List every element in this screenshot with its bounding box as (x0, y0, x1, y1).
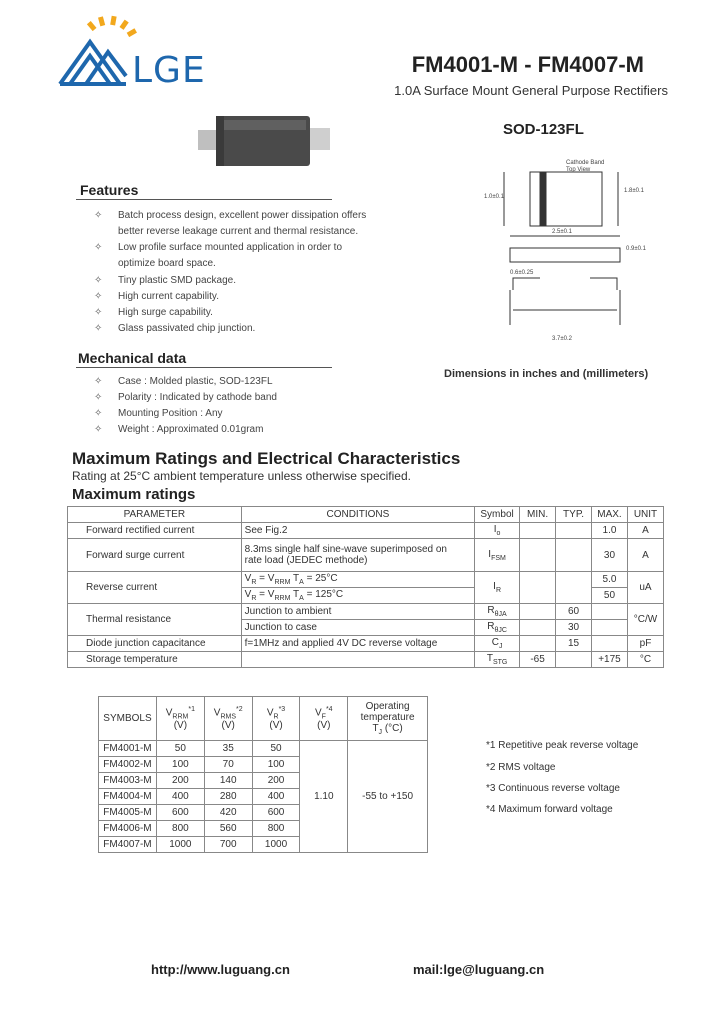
bullet-icon: ✧ (94, 323, 103, 334)
bullet-icon: ✧ (94, 291, 103, 302)
header-symbol: Symbol (475, 507, 520, 523)
list-item: ✧ Polarity : Indicated by cathode band (88, 390, 418, 406)
features-title: Features (80, 182, 139, 198)
note-1: *1 Repetitive peak reverse voltage (486, 740, 639, 751)
bullet-icon: ✧ (94, 376, 103, 387)
bullet-icon: ✧ (94, 392, 103, 403)
ratings-title: Maximum Ratings and Electrical Characteristics (72, 449, 461, 468)
top-view-label: Top View (566, 167, 591, 173)
header-unit: UNIT (627, 507, 663, 523)
mechanical-list (88, 374, 418, 438)
table-row: FM4005-M 600 420 600 (99, 805, 428, 821)
note-4: *4 Maximum forward voltage (486, 804, 613, 815)
table-row: FM4004-M 400 280 400 (99, 789, 428, 805)
list-item: ✧ Case : Molded plastic, SOD-123FL (88, 374, 418, 390)
page-title: FM4001-M - FM4007-M (411, 52, 644, 77)
ratings-note: Rating at 25°C ambient temperature unless otherwise specified. (72, 469, 411, 483)
table-row: Forward surge current 8.3ms single half sine-wave superimposed on rate load (JEDEC methode) $I_{FSM}$ 30 A (68, 539, 664, 572)
dim-w1: 2.5±0.1 (552, 229, 572, 235)
features-divider (76, 199, 332, 200)
note-3: *3 Continuous reverse voltage (486, 783, 620, 794)
list-item: ✧ Low profile surface mounted application in order to optimize board space. (94, 242, 343, 269)
dim-lead: 0.6±0.25 (510, 270, 534, 276)
mechanical-divider (76, 367, 332, 368)
ratings-subtitle: Maximum ratings (72, 486, 196, 503)
vf-value: 1.10 (300, 741, 348, 853)
list-item: ✧ Mounting Position : Any (88, 406, 418, 422)
header-parameter: PARAMETER (68, 507, 242, 523)
package-photo (198, 114, 330, 170)
dim-w2: 3.7±0.2 (552, 336, 572, 342)
table-row: Junction to case $R_{\theta JC}$ 30 (68, 620, 664, 636)
features-list (88, 208, 418, 337)
list-item: ✧ High current capability. (88, 289, 418, 305)
header-conditions: CONDITIONS (241, 507, 474, 523)
dim-side: 1.0±0.1 (484, 194, 504, 200)
package-outline-drawing (480, 150, 650, 350)
table-header-row (68, 507, 664, 523)
list-item: ✧ Batch process design, excellent power dissipation offers better reverse leakage current and thermal resistance. (94, 210, 367, 237)
table-header-row: SYMBOLS $V_{RRM}^{*1}$ (V) $V_{RMS}^{*2}$ (V) $V_R^{*3}$ (V) $V_F^{*4}$ (V) Operating temperature $T_J$ (°C) (99, 697, 428, 741)
list-item: ✧ Weight : Approximated 0.01gram (88, 422, 418, 438)
dim-h2: 0.9±0.1 (626, 246, 646, 252)
bullet-icon: ✧ (94, 307, 103, 318)
table-row: FM4003-M 200 140 200 (99, 773, 428, 789)
header-typ: TYP. (556, 507, 592, 523)
bullet-icon: ✧ (94, 408, 103, 419)
cathode-band-label: Cathode Band (566, 160, 605, 166)
bullet-icon: ✧ (94, 424, 103, 435)
list-item: ✧ Tiny plastic SMD package. (88, 273, 418, 289)
website-link[interactable]: http://www.luguang.cn (151, 962, 290, 977)
table-row: FM4007-M 1000 700 1000 (99, 837, 428, 853)
page-subtitle: 1.0A Surface Mount General Purpose Rectifiers (394, 83, 668, 98)
table-row: Forward rectified current See Fig.2 $I_o$ 1.0 A (68, 523, 664, 539)
bullet-icon: ✧ (94, 210, 103, 221)
op-temp-range: -55 to +150 (348, 741, 428, 853)
table-row: Reverse current $V_R = V_{RRM}$ $T_A = 25^\circ C$ $I_R$ 5.0 uA (68, 572, 664, 588)
list-item: ✧ Glass passivated chip junction. (88, 321, 418, 337)
header-max: MAX. (592, 507, 628, 523)
header-min: MIN. (520, 507, 556, 523)
dimension-caption: Dimensions in inches and (millimeters) (444, 368, 649, 380)
ratings-table (67, 506, 664, 668)
dim-h1: 1.8±0.1 (624, 188, 644, 194)
table-row: FM4006-M 800 560 800 (99, 821, 428, 837)
table-row: FM4002-M 100 70 100 (99, 757, 428, 773)
bullet-icon: ✧ (94, 275, 103, 286)
table-row: FM4001-M 50 35 50 1.10 -55 to +150 (99, 741, 428, 757)
bullet-icon: ✧ (94, 242, 103, 253)
brand-name: LGE (132, 50, 206, 91)
table-row: $V_R = V_{RRM}$ $T_A = 125^\circ C$ 50 (68, 588, 664, 604)
list-item: ✧ High surge capability. (88, 305, 418, 321)
email-link[interactable]: mail:lge@luguang.cn (413, 962, 545, 977)
note-2: *2 RMS voltage (486, 762, 556, 773)
mechanical-title: Mechanical data (78, 350, 187, 366)
table-row: Storage temperature $T_{STG}$ -65 +175 °C (68, 652, 664, 668)
symbols-table (98, 696, 428, 853)
package-name: SOD-123FL (503, 121, 584, 138)
table-row: Thermal resistance Junction to ambient $R_{\theta JA}$ 60 °C/W (68, 604, 664, 620)
table-row: Diode junction capacitance f=1MHz and applied 4V DC reverse voltage $C_J$ 15 pF (68, 636, 664, 652)
